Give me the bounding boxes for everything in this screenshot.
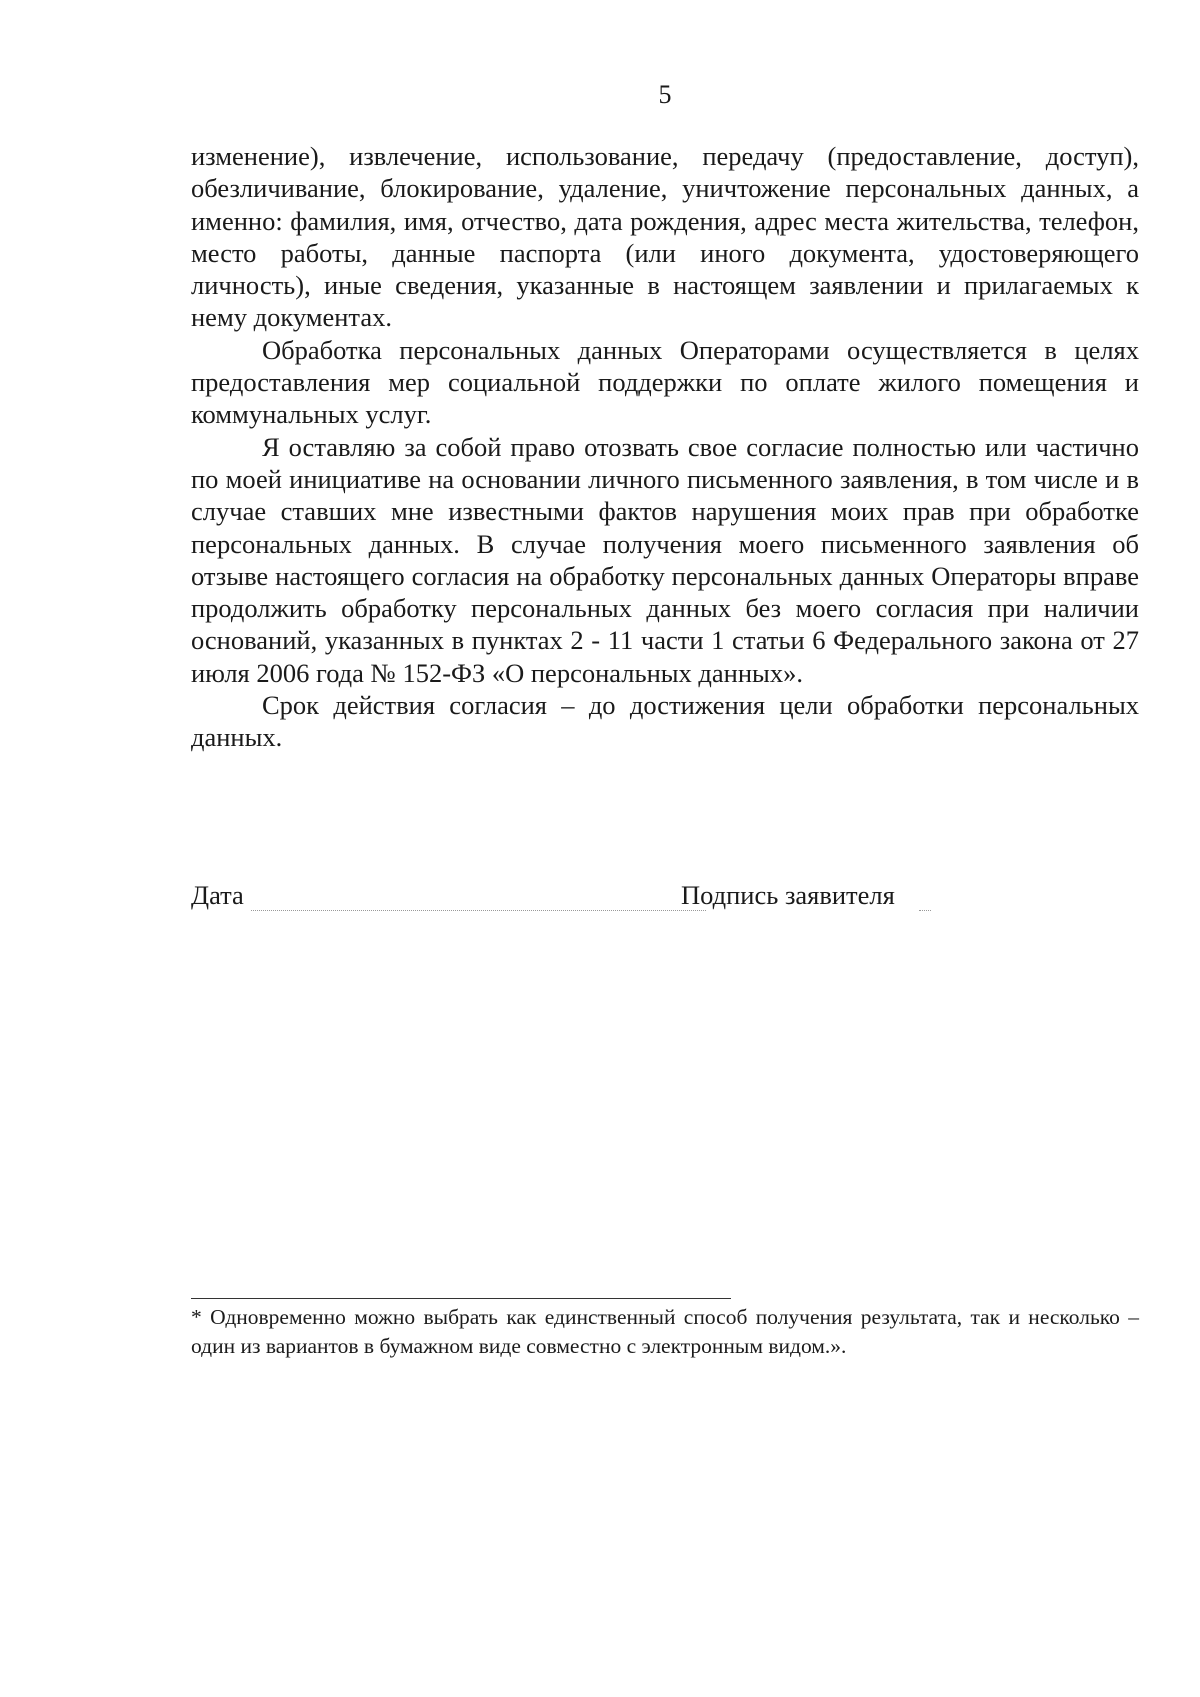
- footnote-text: * Одновременно можно выбрать как единственный способ получения результата, так и несколько – один из вариантов в бумажном виде совместно с электронным видом.».: [191, 1305, 1139, 1358]
- paragraph-processing-purpose: Обработка персональных данных Операторами осуществляется в целях предоставления мер социальной поддержки по оплате жилого помещения и коммунальных услуг.: [191, 334, 1139, 430]
- page-number: 5: [658, 80, 672, 109]
- signature-field-line: [919, 910, 931, 911]
- date-field-line: [251, 910, 706, 911]
- footnote-divider: [191, 1298, 731, 1299]
- signature-row: [191, 880, 1139, 920]
- paragraph-continuation: изменение), извлечение, использование, передачу (предоставление, доступ), обезличивание, блокирование, удаление, уничтожение персональных данных, а именно: фамилия, имя, отчество, дата рождения, адрес места жительства, телефон, место работы, данные паспорта (или иного документа, удостоверяющего личность), иные сведения, указанные в настоящем заявлении и прилагаемых к нему документах.: [191, 141, 1139, 333]
- date-label: Дата: [191, 880, 244, 910]
- document-body: [191, 140, 1139, 754]
- paragraph-consent-term: Срок действия согласия – до достижения цели обработки персональных данных.: [191, 690, 1139, 753]
- paragraph-consent-withdrawal: Я оставляю за собой право отозвать свое согласие полностью или частично по моей инициативе на основании личного письменного заявления, в том числе и в случае ставших мне известными фактов нарушения моих прав при обработке персональных данных. В случае получения моего письменного заявления об отзыве настоящего согласия на обработку персональных данных Операторы вправе продолжить обработку персональных данных без моего согласия при наличии оснований, указанных в пунктах 2 - 11 части 1 статьи 6 Федерального закона от 27 июля 2006 года № 152-ФЗ «О персональных данных».: [191, 431, 1139, 688]
- signature-label: Подпись заявителя: [681, 880, 895, 910]
- footnote: [191, 1303, 1139, 1361]
